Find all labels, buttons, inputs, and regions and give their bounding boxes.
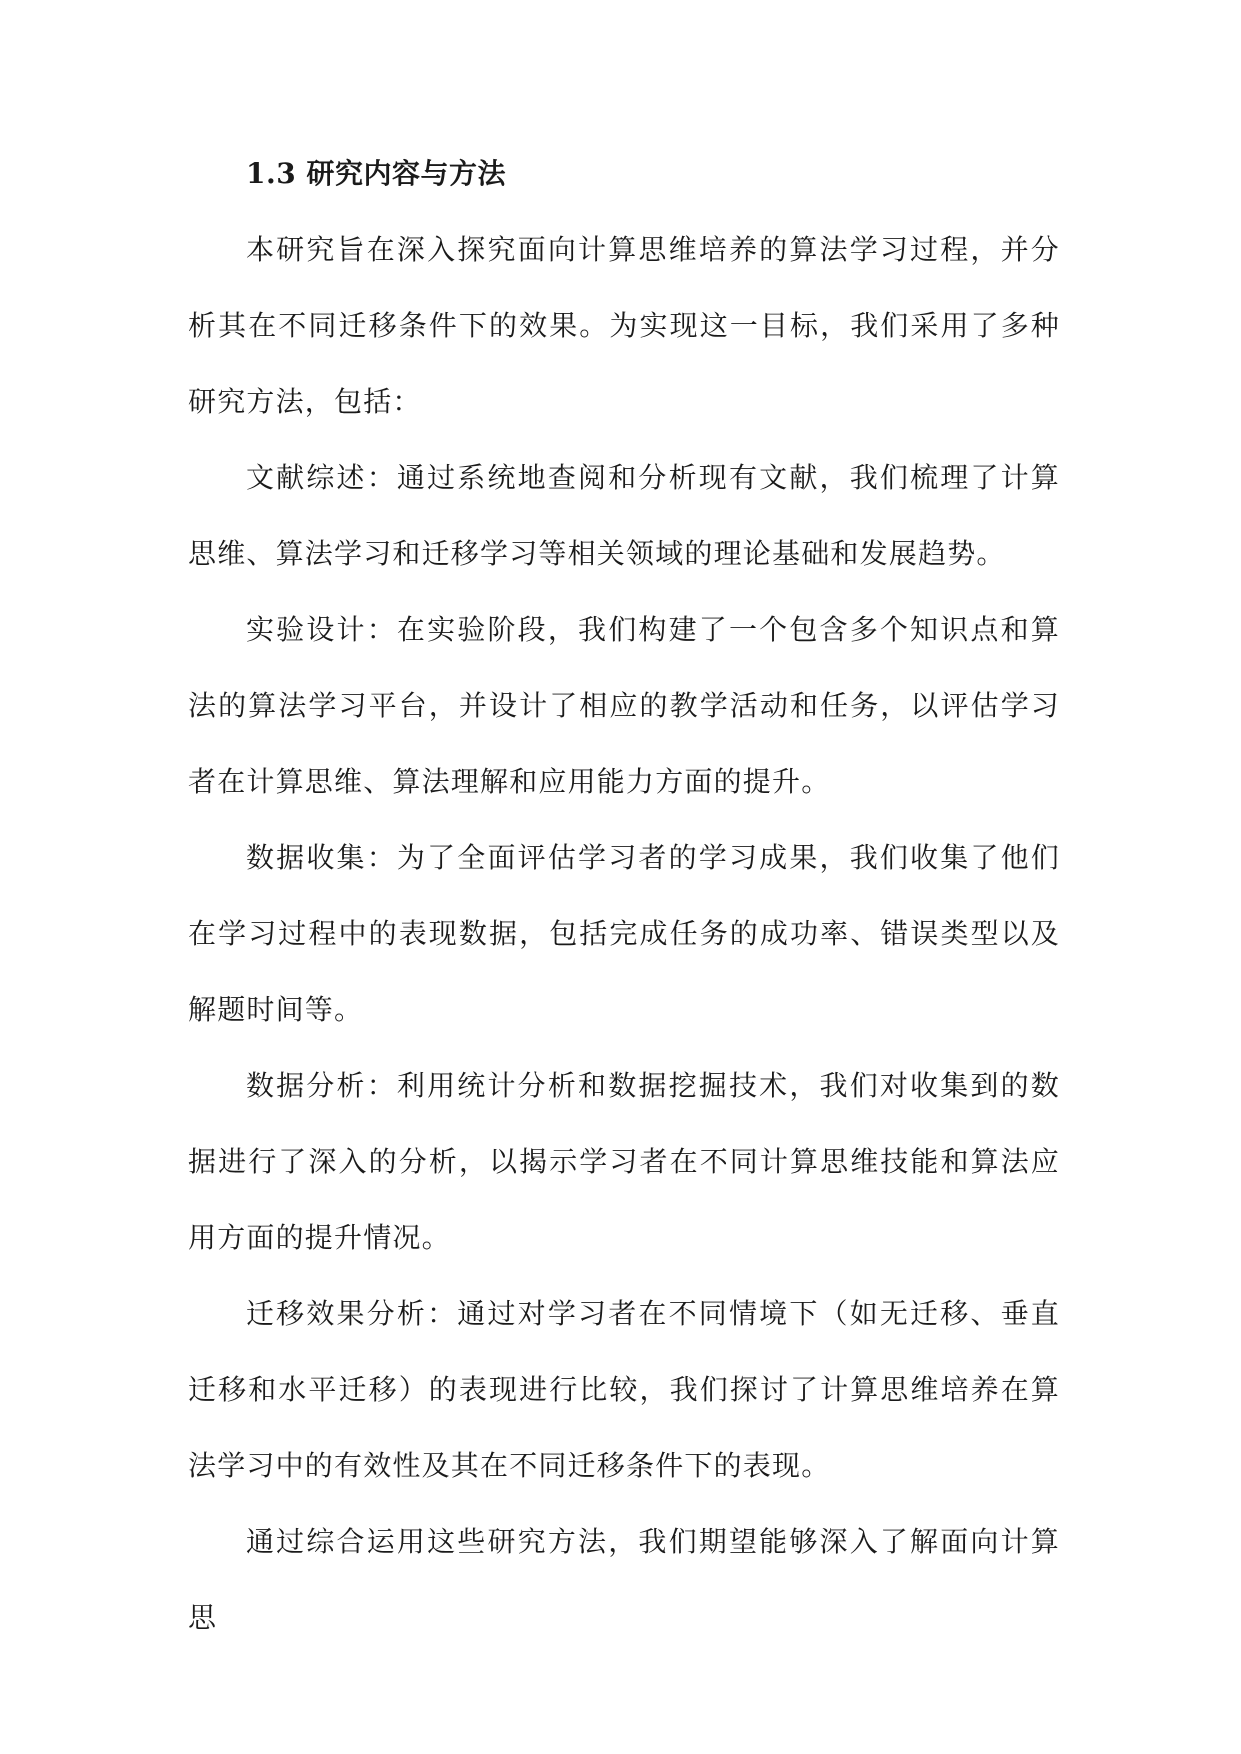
data-analysis-paragraph: 数据分析：利用统计分析和数据挖掘技术，我们对收集到的数据进行了深入的分析，以揭示学习者在不同计算思维技能和算法应用方面的提升情况。: [188, 1069, 1060, 1254]
document-body: [188, 136, 1060, 1656]
data-collection-paragraph: 数据收集：为了全面评估学习者的学习成果，我们收集了他们在学习过程中的表现数据，包括完成任务的成功率、错误类型以及解题时间等。: [188, 841, 1060, 1026]
section-heading: 1.3 研究内容与方法: [246, 157, 506, 190]
experiment-design-paragraph: 实验设计：在实验阶段，我们构建了一个包含多个知识点和算法的算法学习平台，并设计了相应的教学活动和任务，以评估学习者在计算思维、算法理解和应用能力方面的提升。: [188, 613, 1060, 798]
literature-review-paragraph: 文献综述：通过系统地查阅和分析现有文献，我们梳理了计算思维、算法学习和迁移学习等相关领域的理论基础和发展趋势。: [188, 461, 1060, 570]
conclusion-paragraph: 通过综合运用这些研究方法，我们期望能够深入了解面向计算思: [188, 1525, 1060, 1634]
transfer-analysis-paragraph: 迁移效果分析：通过对学习者在不同情境下（如无迁移、垂直迁移和水平迁移）的表现进行比较，我们探讨了计算思维培养在算法学习中的有效性及其在不同迁移条件下的表现。: [188, 1297, 1060, 1482]
intro-paragraph: 本研究旨在深入探究面向计算思维培养的算法学习过程，并分析其在不同迁移条件下的效果。为实现这一目标，我们采用了多种研究方法，包括：: [188, 233, 1060, 418]
